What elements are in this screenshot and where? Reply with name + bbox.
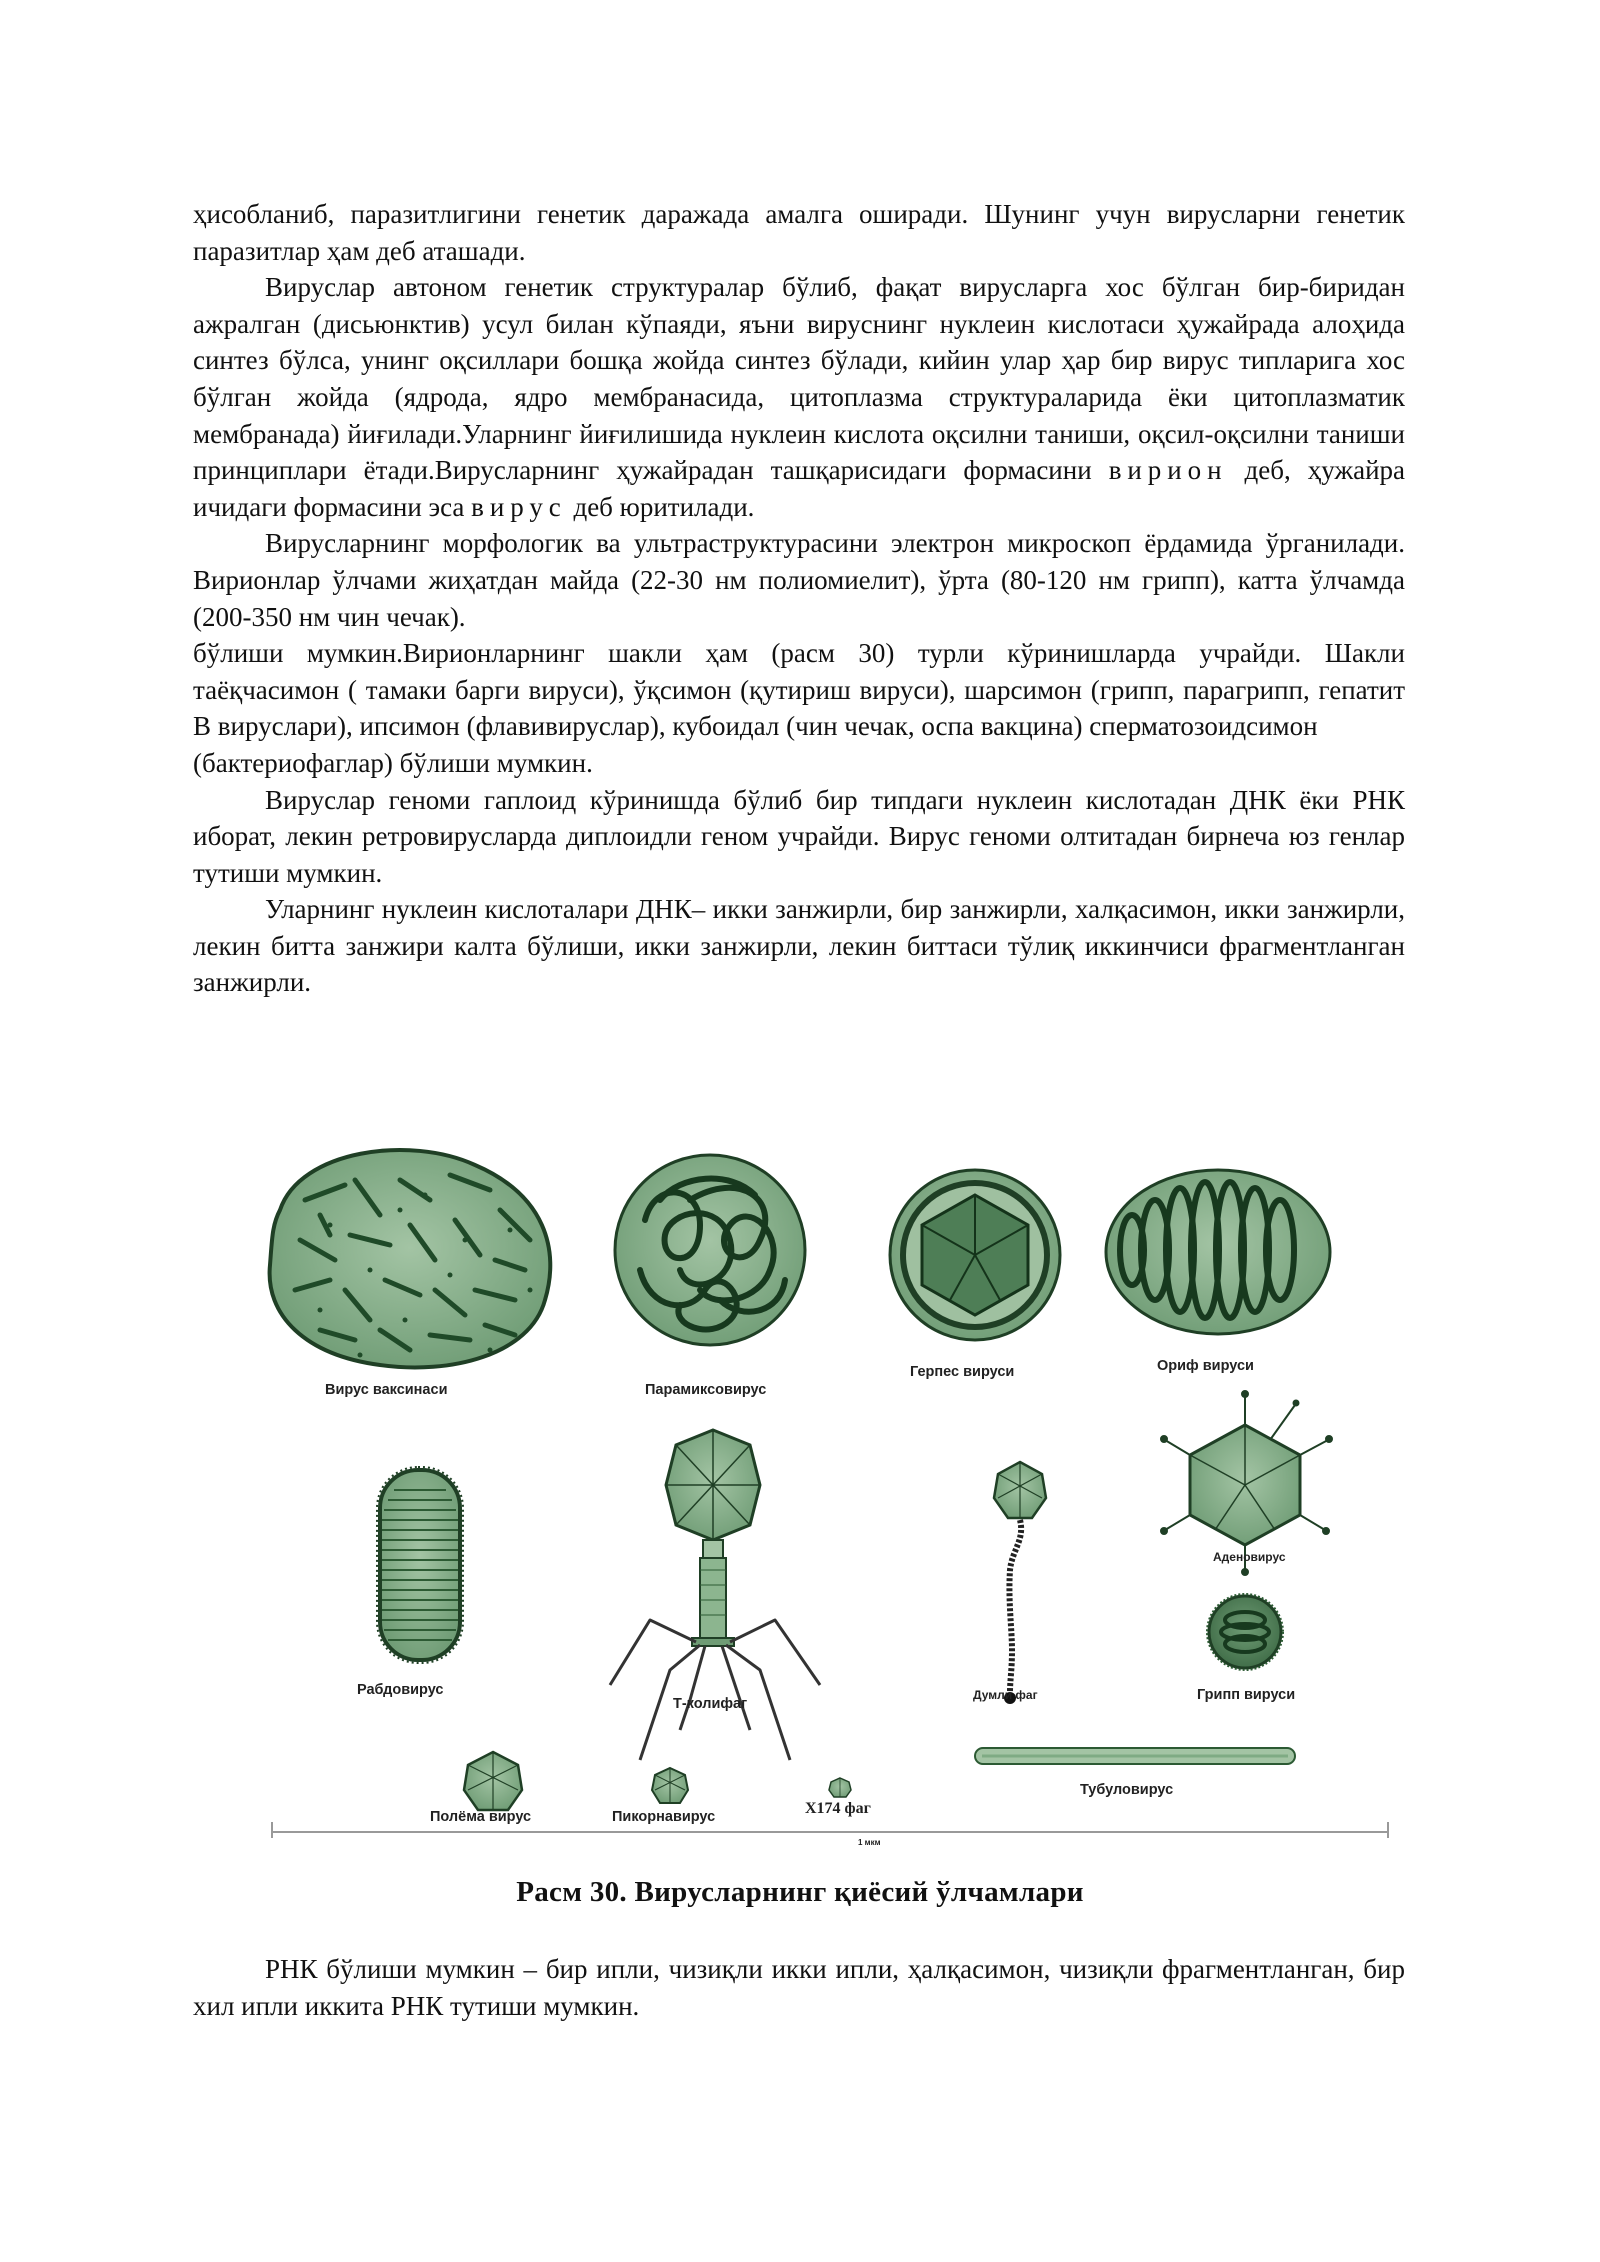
influenza-virus-drawing (1207, 1594, 1283, 1670)
label-paramyxovirus: Парамиксовирус (645, 1382, 767, 1398)
label-tubulovirus: Тубуловирус (1080, 1782, 1174, 1798)
paragraph-4: бўлиши мумкин.Вирионларнинг шакли ҳам (расм 30) турли кўринишларда учрайди. Шакли таёқчасимон ( тамаки барги вируси), ўқсимон (қутириш вируси), шарсимон (грипп, парагрипп, гепатит В вируслари), ипсимон (флавивируслар), кубоидал (чин чечак, оспа вакцина) сперматозоидсимон (193, 638, 1405, 742)
paragraph-7: Уларнинг нуклеин кислоталари ДНК– икки занжирли, бир занжирли, халқасимон, икки занжирли, лекин битта занжири калта бўлиши, икки занжирли, лекин биттаси тўлиқ иккинчиси фрагментланган занжирли. (193, 894, 1405, 998)
term-virion: вирион (1108, 455, 1228, 486)
label-adenovirus: Аденовирус (1213, 1550, 1286, 1564)
herpes-virus-drawing (890, 1170, 1060, 1340)
term-virus: вирус (471, 491, 567, 522)
paragraph-5: (бактериофаглар) бўлиши мумкин. (193, 747, 593, 778)
label-vaccinia: Вирус ваксинаси (325, 1382, 448, 1398)
paragraph-2 (193, 269, 1405, 525)
paragraph-8: РНК бўлиши мумкин – бир ипли, чизиқли икки ипли, ҳалқасимон, чизиқли фрагментланган, бир хил ипли иккита РНК тутиши мумкин. (193, 1954, 1405, 2021)
label-influenza: Грипп вируси (1197, 1687, 1296, 1703)
label-picornavirus: Пикорнавирус (612, 1809, 716, 1825)
label-t-coliphage: Т-колифаг (673, 1696, 748, 1712)
paragraph-2-text: Вируслар автоном генетик структуралар бўлиб, фақат вирусларга хос бўлган бир-биридан ажралган (дисьюнктив) усул билан кўпаяди, яъни вируснинг нуклеин кислотаси ҳужайрада алоҳида синтез бўлса, унинг оқсиллари бошқа жойда синтез бўлади, кийин улар ҳар бир вирус типларига хос бўлган жойда (ядрода, ядро мембранасида, цитоплазма структураларида ёки цитоплазматик мембранада) йиғилади.Уларнинг йиғилишида нуклеин кислота оқсилни таниши, оқсил-оқсилни таниши принциплари ётади.Вирусларнинг ҳужайрадан ташқарисидаги формасини (193, 272, 1405, 486)
body-text-top (193, 196, 1405, 1001)
label-tailed-phage: Думли фаг (973, 1688, 1038, 1702)
rhabdovirus-drawing (377, 1467, 463, 1663)
virus-size-figure (260, 1140, 1400, 1880)
virus-illustrations (260, 1140, 1400, 1880)
label-herpes: Герпес вируси (910, 1364, 1015, 1380)
paragraph-6: Вируслар геноми гаплоид кўринишда бўлиб бир типдаги нуклеин кислотадан ДНК ёки РНК иборат, лекин ретровирусларда диплоидли геном учрайди. Вирус геноми олтитадан бирнеча юз генлар тутиши мумкин. (193, 784, 1405, 888)
body-text-bottom (193, 1951, 1405, 2024)
vaccinia-virus-drawing (270, 1150, 551, 1367)
tubulovirus-drawing (975, 1748, 1295, 1764)
picornavirus-drawing (652, 1768, 688, 1803)
label-scale: 1 мкм (858, 1838, 881, 1847)
paragraph-1: ҳисобланиб, паразитлигини генетик даражада амалга оширади. Шунинг учун вирусларни генетик паразитлар ҳам деб аташади. (193, 199, 1405, 266)
paragraph-3: Вирусларнинг морфологик ва ультраструктурасини электрон микроскоп ёрдамида ўрганилади. Вирионлар ўлчами жиҳатдан майда (22-30 нм полиомиелит), ўрта (80-120 нм грипп), катта ўлчамда (200-350 нм чин чечак). (193, 528, 1405, 632)
tailed-phage-drawing (994, 1462, 1046, 1704)
polyoma-virus-drawing (464, 1752, 522, 1810)
x174-phage-drawing (829, 1778, 851, 1797)
paragraph-2-end: деб юритилади. (573, 491, 755, 522)
label-rhabdovirus: Рабдовирус (357, 1682, 444, 1698)
paragraph-2-cont: деб, ҳужайра ичидаги формасини эса (193, 455, 1406, 522)
adenovirus-drawing (1161, 1391, 1332, 1575)
paramyxovirus-drawing (615, 1155, 805, 1345)
orf-virus-drawing (1106, 1170, 1330, 1334)
label-orf: Ориф вируси (1157, 1358, 1254, 1374)
label-polyoma: Полёма вирус (430, 1809, 532, 1825)
label-x174: Х174 фаг (805, 1800, 871, 1817)
figure-caption: Расм 30. Вирусларнинг қиёсий ўлчамлари (516, 1876, 1084, 1908)
